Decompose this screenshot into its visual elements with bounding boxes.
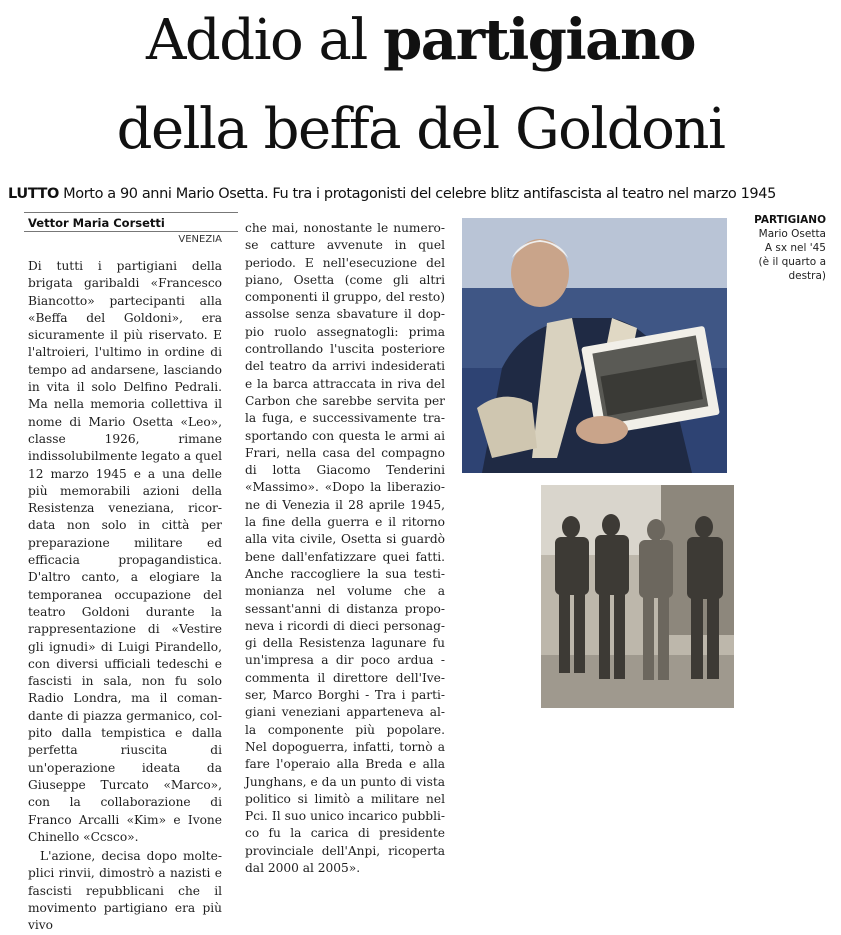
caption-line: A sx nel '45 (764, 242, 826, 254)
photo-caption (740, 213, 826, 283)
caption-line: destra) (788, 270, 826, 282)
dateline: VENEZIA (178, 234, 222, 245)
partisans-illustration (541, 485, 734, 708)
paragraph: L'azione, decisa dopo molteplici rinvii, dimostrò a nazisti e fascisti repubblicani che il movimento partigiano era più vivo (28, 849, 222, 933)
headline-regular: Addio al (145, 8, 384, 73)
byline-top-rule (24, 212, 238, 213)
caption-line: Mario Osetta (758, 228, 826, 240)
osetta-portrait-photo (462, 218, 727, 473)
partisans-1945-photo (541, 485, 734, 708)
article-column-2 (245, 220, 445, 877)
byline: Vettor Maria Corsetti (28, 216, 165, 230)
byline-bottom-rule (24, 231, 238, 232)
caption-kicker: PARTIGIANO (754, 214, 826, 226)
subhead-kicker: LUTTO (8, 186, 59, 202)
caption-line: (è il quarto a (758, 256, 826, 268)
headline-line-2: della beffa del Goldoni (116, 97, 725, 162)
subhead-text: Morto a 90 anni Mario Osetta. Fu tra i protagonisti del celebre blitz antifascista al teatro nel marzo 1945 (58, 186, 776, 202)
subheadline (8, 184, 834, 204)
paragraph: Di tutti i partigiani della brigata garibaldi «Francesco Biancotto» partecipanti alla «Beffa del Goldoni», era sicuramente il più riservato. E l'altroieri, l'ultimo in ordine di tempo ad andarsene, lasciando in vita il solo Delfino Pedrali. Ma nella memoria collettiva il nome di Mario Osetta «Leo», classe 1926, rimane indissolubilmente legato a quel 12 marzo 1945 e a una delle più memorabili azioni della Resistenza veneziana, ricordata non solo in città per preparazione militare ed efficacia propagandistica. D'altro canto, a elogiare la temporanea occupazione del teatro Goldoni durante la rappresentazione di «Vestire gli ignudi» di Luigi Pirandello, con diversi ufficiali tedeschi e fascisti in sala, non fu solo Radio Londra, ma il comandante di piazza germanico, colpito dalla tempistica e dalla perfetta riuscita di un'operazione ideata da Giuseppe Turcato «Marco», con la collaborazione di Franco Arcalli «Kim» e Ivone Chinello «Ccsco». (28, 259, 222, 844)
article-column-1 (28, 258, 222, 935)
portrait-illustration (462, 218, 727, 473)
headline-line-1 (0, 8, 841, 73)
paragraph: che mai, nonostante le numerose catture avvenute in quel periodo. E nell'esecuzione del piano, Osetta (come gli altri componenti il gruppo, del resto) assolse senza sbavature il doppio ruolo assegnatogli: prima controllando l'uscita posteriore del teatro da arrivi indesiderati e la barca attraccata in riva del Carbon che sarebbe servita per la fuga, e successivamente trasportando con questa le armi ai Frari, nella casa del compagno di lotta Giacomo Tenderini «Massimo». «Dopo la liberazione di Venezia il 28 aprile 1945, la fine della guerra e il ritorno alla vita civile, Osetta si guardò bene dall'enfatizzare quei fatti. Anche raccogliere la sua testimonianza nel volume che a sessant'anni di distanza proponeva i ricordi di dieci personaggi della Resistenza lagunare fu un'impresa a dir poco ardua - commenta il direttore dell'Iveser, Marco Borghi - Tra i partigiani veneziani apparteneva alla componente più popolare. Nel dopoguerra, infatti, tornò a fare l'operaio alla Breda e alla Junghans, e da un punto di vista politico si limitò a militare nel Pci. Il suo unico incarico pubblico fu la carica di presidente provinciale dell'Anpi, ricoperta dal 2000 al 2005». (245, 221, 445, 875)
headline-bold: partigiano (383, 7, 696, 73)
